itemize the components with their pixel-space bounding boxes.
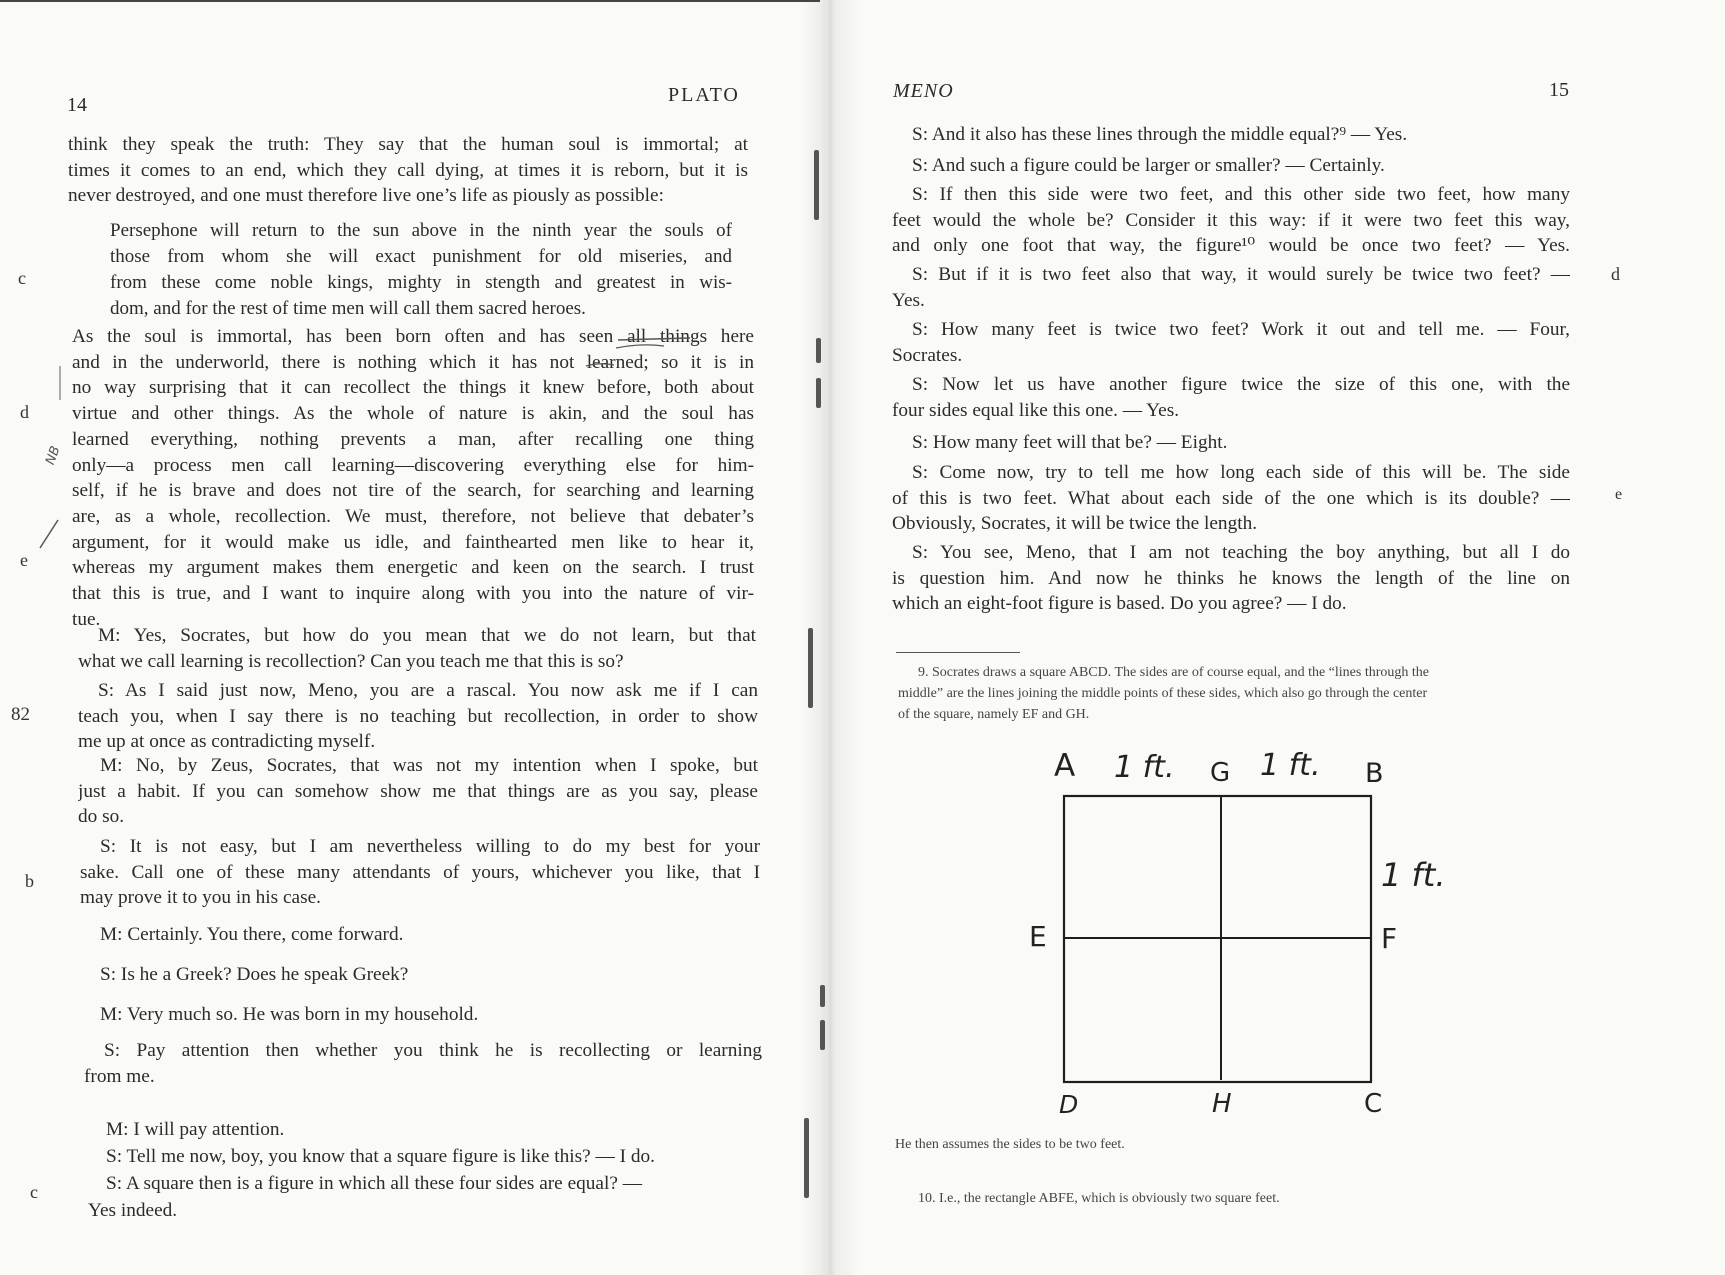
text-line: M: I will pay attention.	[106, 1119, 285, 1140]
stephanus-marker: c	[18, 268, 26, 288]
text-line: virtue and other things. As the whole of nature is akin, and the soul has	[72, 403, 754, 425]
vertex-label-a: A	[1054, 748, 1076, 784]
text-line: times it comes to an end, which they call dying, at times it is reborn, but it is	[68, 159, 748, 181]
text-line: may prove it to you in his case.	[80, 887, 321, 908]
text-line: teach you, when I say there is no teaching but recollection, in order to show	[78, 705, 758, 727]
right-running-head: MENO	[893, 80, 954, 102]
text-line: which an eight-foot figure is based. Do you agree? — I do.	[892, 593, 1347, 614]
footnote-line: 9. Socrates draws a square ABCD. The sides are of course equal, and the “lines through the	[918, 665, 1429, 680]
text-line: from me.	[84, 1065, 155, 1087]
unit-label-top-right: 1 ft.	[1260, 748, 1321, 783]
text-line: argument, for it would make us idle, and fainthearted men like to hear it,	[72, 531, 754, 553]
text-line: S: Pay attention then whether you think he is recollecting or learning	[104, 1040, 762, 1061]
footnote-line: middle” are the lines joining the middle points of these sides, which also go through the center	[898, 686, 1428, 701]
footnote-rule	[896, 652, 1020, 653]
text-line: tue.	[72, 608, 101, 630]
text-line: are, as a whole, recollection. We must, therefore, not believe that debater’s	[72, 505, 754, 527]
text-line: and in the underworld, there is nothing which it has not learned; so it is in	[72, 351, 754, 373]
stephanus-marker: d	[1611, 264, 1620, 284]
text-line: is question him. And now he thinks he knows the length of the line on	[892, 567, 1570, 589]
text-line: four sides equal like this one. — Yes.	[892, 399, 1180, 421]
text-line: sake. Call one of these many attendants of yours, whichever you like, that I	[80, 861, 760, 883]
text-line: whereas my argument makes them energetic and keen on the search. I trust	[72, 557, 754, 579]
vertex-label-h: H	[1212, 1089, 1232, 1119]
text-line: S: And it also has these lines through the middle equal?⁹ — Yes.	[912, 124, 1408, 145]
pencil-stroke	[40, 520, 58, 548]
text-line: do so.	[78, 806, 125, 827]
unit-label-top-left: 1 ft.	[1114, 750, 1175, 785]
stephanus-marker: c	[30, 1182, 38, 1202]
text-line: S: If then this side were two feet, and this other side two feet, how many	[912, 184, 1570, 205]
pencil-underline	[618, 338, 690, 340]
stephanus-marker: b	[25, 871, 34, 891]
stephanus-marker: d	[20, 402, 29, 422]
text-line: Socrates.	[892, 344, 963, 366]
vertex-label-c: C	[1364, 1089, 1383, 1119]
text-line: those from whom she will exact punishment for old miseries, and	[110, 246, 732, 267]
dialogue-block	[892, 182, 1570, 259]
binding-clip	[820, 985, 825, 1007]
right-page-number: 15	[1549, 79, 1569, 101]
dialogue-block	[892, 262, 1570, 313]
text-line: of this is two feet. What about each side of the one which is its double? —	[892, 487, 1570, 509]
text-line: S: And such a figure could be larger or smaller? — Certainly.	[912, 155, 1385, 176]
text-line: S: But if it is two feet also that way, it would surely be twice two feet? —	[912, 264, 1570, 285]
text-line: and only one foot that way, the figure¹⁰ would be once two feet? — Yes.	[892, 235, 1570, 256]
dialogue-block	[892, 372, 1570, 423]
text-line: S: Is he a Greek? Does he speak Greek?	[100, 964, 409, 985]
pencil-underline	[616, 345, 664, 348]
text-line: no way surprising that it can recollect the things it knew before, both about	[72, 377, 754, 399]
text-line: learned everything, nothing prevents a man, after recalling one thing	[72, 428, 754, 450]
text-line: dom, and for the rest of time men will call them sacred heroes.	[110, 298, 586, 319]
footnote-line: of the square, namely EF and GH.	[898, 707, 1090, 722]
binding-clip	[816, 378, 821, 408]
text-line: Persephone will return to the sun above in the ninth year the souls of	[110, 220, 732, 241]
vertex-label-e: E	[1029, 920, 1047, 953]
vertex-label-d: D	[1059, 1090, 1079, 1119]
binding-clip	[814, 150, 819, 220]
text-line: M: Very much so. He was born in my household.	[100, 1004, 479, 1025]
text-line: Obviously, Socrates, it will be twice the length.	[892, 513, 1258, 534]
dialogue-block	[892, 317, 1570, 368]
text-line: M: Certainly. You there, come forward.	[100, 924, 404, 945]
text-line: what we call learning is recollection? Can you teach me that this is so?	[78, 650, 624, 672]
text-line: M: Yes, Socrates, but how do you mean that we do not learn, but that	[98, 625, 756, 646]
text-line: S: How many feet is twice two feet? Work it out and tell me. — Four,	[912, 319, 1570, 340]
text-line: just a habit. If you can somehow show me that things are as you say, please	[78, 780, 758, 802]
text-line: S: A square then is a figure in which all these four sides are equal? —	[106, 1173, 642, 1194]
stephanus-marker: 82	[11, 704, 30, 725]
text-line: that this is true, and I want to inquire along with you into the nature of vir-	[72, 583, 754, 605]
dialogue-block	[892, 460, 1570, 537]
text-line: never destroyed, and one must therefore live one’s life as piously as possible:	[68, 185, 664, 206]
left-page-number: 14	[67, 94, 87, 116]
vertex-label-g: G	[1210, 758, 1231, 788]
text-line: M: No, by Zeus, Socrates, that was not my intention when I spoke, but	[100, 755, 758, 776]
text-line: S: Come now, try to tell me how long each side of this will be. The side	[912, 462, 1570, 483]
vertex-label-f: F	[1381, 922, 1398, 955]
text-line: S: How many feet will that be? — Eight.	[912, 432, 1228, 453]
text-line: from these come noble kings, mighty in stength and greatest in wis-	[110, 272, 732, 293]
text-line: S: Tell me now, boy, you know that a square figure is like this? — I do.	[106, 1146, 655, 1167]
text-line: self, if he is brave and does not tire of the search, for searching and learning	[72, 480, 754, 502]
stephanus-marker: e	[1615, 486, 1623, 503]
text-line: S: Now let us have another figure twice the size of this one, with the	[912, 374, 1570, 395]
dialogue-line	[912, 430, 1572, 456]
text-line: me up at once as contradicting myself.	[78, 731, 376, 752]
pencil-marks	[0, 0, 800, 1275]
text-line: Yes.	[892, 289, 925, 311]
dialogue-block	[892, 540, 1570, 617]
stephanus-marker: e	[20, 550, 28, 570]
footnote-10: 10. I.e., the rectangle ABFE, which is obviously two square feet.	[918, 1191, 1280, 1206]
figure-caption: He then assumes the sides to be two feet.	[895, 1137, 1125, 1152]
pencil-underline	[586, 364, 614, 366]
text-line: S: You see, Meno, that I am not teaching the boy anything, but all I do	[912, 542, 1570, 563]
handwritten-nb-note: NB	[43, 444, 64, 467]
dialogue-line	[912, 153, 1572, 179]
text-line: As the soul is immortal, has been born often and has seen all things here	[72, 326, 754, 347]
dialogue-line	[912, 122, 1572, 148]
left-running-head: PLATO	[668, 84, 740, 106]
text-line: feet would the whole be? Consider it this way: if it were two feet this way,	[892, 209, 1570, 231]
text-line: S: As I said just now, Meno, you are a rascal. You now ask me if I can	[98, 680, 758, 701]
binding-clip	[808, 628, 813, 708]
binding-clip	[816, 338, 821, 363]
text-line: think they speak the truth: They say that the human soul is immortal; at	[68, 134, 748, 155]
text-line: Yes indeed.	[88, 1200, 178, 1221]
vertex-label-b: B	[1365, 758, 1384, 789]
binding-clip	[804, 1118, 809, 1198]
unit-label-right: 1 ft.	[1381, 856, 1446, 894]
text-line: only—a process men call learning—discovering everything else for him-	[72, 454, 754, 476]
text-line: S: It is not easy, but I am nevertheless willing to do my best for your	[100, 836, 760, 857]
binding-clip	[820, 1020, 825, 1050]
footnote-9	[898, 662, 1578, 725]
